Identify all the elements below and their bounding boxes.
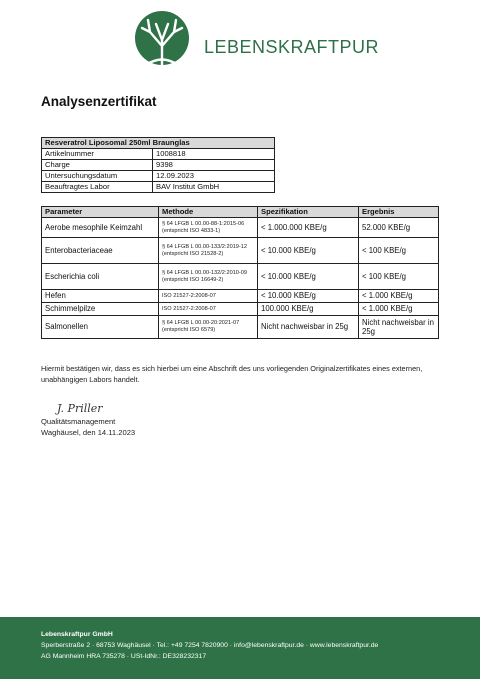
method-cell: § 64 LFGB L 00.00-20:2021-07 (entspricht ISO 6579) [159,316,258,339]
info-label: Artikelnummer [42,149,153,160]
table-row [42,238,439,264]
parameter-cell: Escherichia coli [42,264,159,290]
footer-address: Sperberstraße 2 · 68753 Waghäusel · Tel.: +49 7254 7820900 · info@lebenskraftpur.de · www.lebenskraftpur.de [41,642,379,649]
info-row [42,182,275,193]
parameter-cell: Schimmelpilze [42,303,159,316]
specification-cell: < 10.000 KBE/g [258,290,359,303]
method-cell: ISO 21527-2:2008-07 [159,303,258,316]
table-row [42,316,439,339]
info-row [42,160,275,171]
table-row [42,218,439,238]
brand-name: LEBENSKRAFTPUR [204,36,380,57]
table-row [42,264,439,290]
certification-statement: Hiermit bestätigen wir, dass es sich hierbei um eine Abschrift des uns vorliegenden Originalzertifikates eines externen, unabhängigen Labors handelt. [41,364,423,384]
result-cell: 52.000 KBE/g [359,218,439,238]
info-value: BAV Institut GmbH [153,182,275,193]
specification-cell: < 10.000 KBE/g [258,264,359,290]
parameter-cell: Aerobe mesophile Keimzahl [42,218,159,238]
signature: J. Priller [57,402,103,415]
info-row [42,149,275,160]
header-method: Methode [159,207,258,218]
footer [0,617,480,679]
result-cell: < 100 KBE/g [359,238,439,264]
analysis-results-table [41,206,439,339]
page-title: Analysenzertifikat [41,94,157,109]
result-cell: Nicht nachweisbar in 25g [359,316,439,339]
method-cell: § 64 LFGB L 00.00-132/2:2010-09 (entspricht ISO 16649-2) [159,264,258,290]
specification-cell: 100.000 KBE/g [258,303,359,316]
table-header-row [42,207,439,218]
info-label: Beauftragtes Labor [42,182,153,193]
method-cell: § 64 LFGB L 00.00-88-1:2015-06 (entspricht ISO 4833-1) [159,218,258,238]
footer-register: AG Mannheim HRA 735278 · USt-IdNr.: DE328232317 [41,653,207,660]
header-result: Ergebnis [359,207,439,218]
header-parameter: Parameter [42,207,159,218]
footer-company: Lebenskraftpur GmbH [41,631,113,638]
specification-cell: Nicht nachweisbar in 25g [258,316,359,339]
parameter-cell: Enterobacteriaceae [42,238,159,264]
table-row [42,303,439,316]
result-cell: < 1.000 KBE/g [359,290,439,303]
parameter-cell: Hefen [42,290,159,303]
signoff-place-date: Waghäusel, den 14.11.2023 [41,428,136,437]
result-cell: < 100 KBE/g [359,264,439,290]
signoff-block [41,416,135,438]
method-cell: ISO 21527-2:2008-07 [159,290,258,303]
brand-logo [128,10,379,70]
table-row [42,290,439,303]
signoff-role: Qualitätsmanagement [41,417,116,426]
info-value: 9398 [153,160,275,171]
info-row [42,171,275,182]
product-info-table [41,137,275,193]
specification-cell: < 10.000 KBE/g [258,238,359,264]
tree-logo-icon [128,10,196,70]
info-value: 12.09.2023 [153,171,275,182]
result-cell: < 1.000 KBE/g [359,303,439,316]
header-specification: Spezifikation [258,207,359,218]
method-cell: § 64 LFGB L 00.00-133/2:2019-12 (entspricht ISO 21528-2) [159,238,258,264]
info-value: 1008818 [153,149,275,160]
product-name: Resveratrol Liposomal 250ml Braunglas [42,138,275,149]
info-label: Charge [42,160,153,171]
parameter-cell: Salmonellen [42,316,159,339]
info-label: Untersuchungsdatum [42,171,153,182]
specification-cell: < 1.000.000 KBE/g [258,218,359,238]
